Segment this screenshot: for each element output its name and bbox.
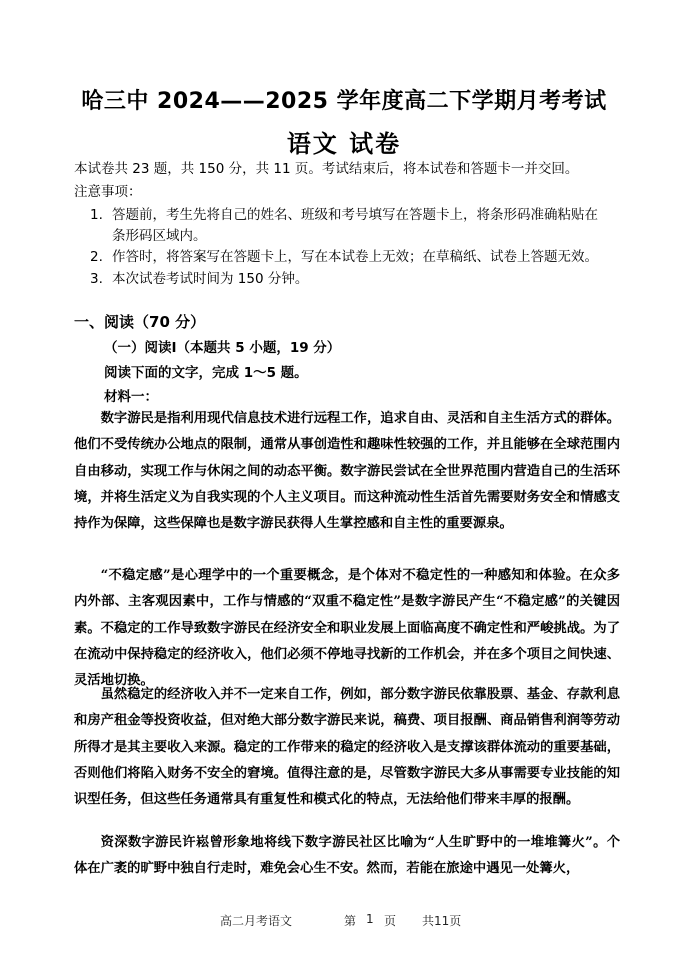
footer-page-prefix: 第: [344, 914, 357, 928]
reading-instruction: 阅读下面的文字，完成 1～5 题。: [104, 365, 308, 381]
note-line: 条形码区域内。: [112, 228, 207, 244]
note-number: 3.: [90, 271, 103, 287]
footer-total-pages: 共11页: [422, 914, 462, 928]
notes-heading: 注意事项：: [74, 184, 142, 200]
note-number: 1.: [90, 207, 103, 223]
footer-label: 高二月考语文: [220, 914, 293, 928]
passage-paragraph: 数字游民是指利用现代信息技术进行远程工作，追求自由、灵活和自主生活方式的群体。他们不受传统办公地点的限制，通常从事创造性和趣味性较强的工作，并且能够在全球范围内自由移动，实现工作与休闲之间的动态平衡。数字游民尝试在全世界范围内营造自己的生活环境，并将生活定义为自我实现的个人主义项目。而这种流动性生活首先需要财务安全和情感支持作为保障，这些保障也是数字游民获得人生掌控感和自主性的重要源泉。: [74, 411, 620, 532]
note-number: 2.: [90, 249, 103, 265]
passage-paragraph: “不稳定感”是心理学中的一个重要概念，是个体对不稳定性的一种感知和体验。在众多内外部、主客观因素中，工作与情感的“双重不稳定性”是数字游民产生“不稳定感”的关键因素。不稳定的工作导致数字游民在经济安全和职业发展上面临高度不确定性和严峻挑战。为了在流动中保持稳定的经济收入，他们必须不停地寻找新的工作机会，并在多个项目之间快速、灵活地切换。: [74, 568, 620, 689]
footer-page-number: 1: [366, 912, 374, 926]
exam-title: 哈三中 2024——2025 学年度高二下学期月考考试: [81, 89, 607, 114]
section-heading: 一、阅读（70 分）: [74, 313, 206, 331]
passage-paragraph: 资深数字游民许崧曾形象地将线下数字游民社区比喻为“人生旷野中的一堆堆篝火”。个体在广袤的旷野中独自行走时，难免会心生不安。然而，若能在旅途中遇见一处篝火，: [74, 835, 620, 877]
passage-paragraph: 虽然稳定的经济收入并不一定来自工作，例如，部分数字游民依靠股票、基金、存款利息和房产租金等投资收益，但对绝大部分数字游民来说，稿费、项目报酬、商品销售利润等劳动所得才是其主要收入来源。稳定的工作带来的稳定的经济收入是支撑该群体流动的重要基础，否则他们将陷入财务不安全的窘境。值得注意的是，尽管数字游民大多从事需要专业技能的知识型任务，但这些任务通常具有重复性和模式化的特点，无法给他们带来丰厚的报酬。: [74, 687, 620, 808]
exam-subtitle: 语文 试卷: [286, 130, 402, 158]
subsection-heading: （一）阅读Ⅰ（本题共 5 小题，19 分）: [104, 340, 341, 356]
note-line: 答题前，考生先将自己的姓名、班级和考号填写在答题卡上，将条形码准确粘贴在: [112, 207, 598, 223]
note-line: 本次试卷考试时间为 150 分钟。: [112, 271, 309, 287]
intro-text: 本试卷共 23 题，共 150 分，共 11 页。考试结束后，将本试卷和答题卡一并交回。: [74, 161, 579, 177]
note-line: 作答时，将答案写在答题卡上，写在本试卷上无效；在草稿纸、试卷上答题无效。: [112, 249, 598, 265]
footer-page-suffix: 页: [384, 914, 397, 928]
material-label: 材料一：: [104, 389, 158, 405]
